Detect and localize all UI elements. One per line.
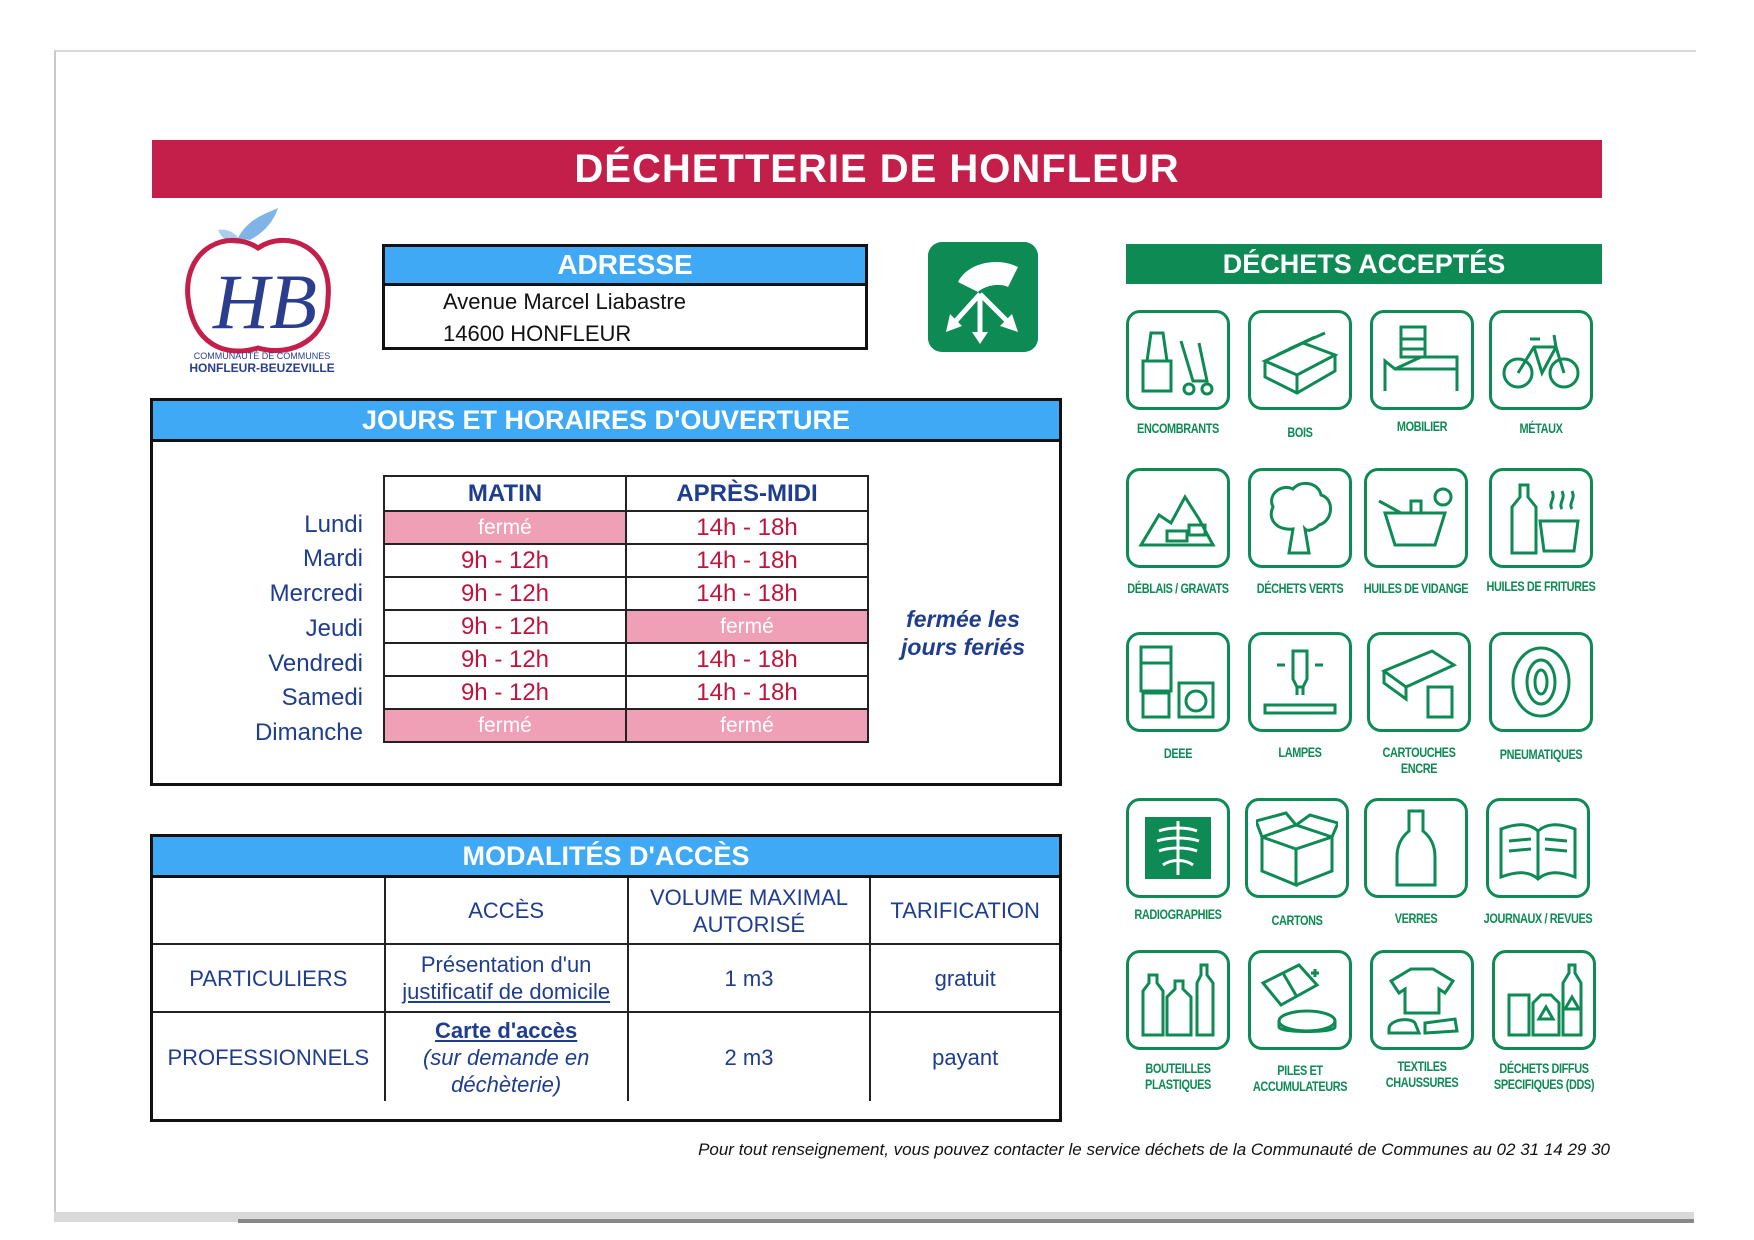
hours-cell: fermé	[626, 610, 868, 643]
access-volume: 2 m3	[628, 1012, 871, 1101]
hours-cell: fermé	[384, 511, 626, 544]
table-row	[384, 544, 868, 577]
table-row	[384, 610, 868, 643]
waste-label	[1367, 1058, 1476, 1090]
furniture-icon	[1381, 321, 1463, 399]
waste-tile	[1489, 632, 1593, 732]
waste-label: MOBILIER	[1396, 418, 1448, 434]
day-label: Lundi	[304, 511, 363, 538]
waste-tile	[1370, 310, 1474, 410]
hours-cell: 14h - 18h	[626, 676, 868, 709]
pallet-icon	[1259, 321, 1341, 399]
hours-cell: 9h - 12h	[384, 676, 626, 709]
day-label: Jeudi	[305, 615, 363, 642]
waste-label	[1245, 1062, 1354, 1094]
waste-label: DÉBLAIS / GRAVATS	[1127, 580, 1229, 596]
hours-cell: 14h - 18h	[626, 577, 868, 610]
address-heading: ADRESSE	[385, 247, 865, 286]
waste-label: CARTOUCHES ENCRE	[1382, 744, 1456, 776]
logo-line2: HONFLEUR-BEUZEVILLE	[189, 361, 335, 375]
day-label: Vendredi	[268, 650, 363, 677]
waste-label	[1489, 1060, 1598, 1092]
newspaper-icon	[1497, 809, 1579, 887]
waste-label: HUILES DE FRITURES	[1486, 578, 1596, 594]
access-box	[150, 834, 1062, 1122]
hours-cell: fermé	[626, 709, 868, 742]
waste-label: DÉCHETS VERTS	[1256, 580, 1344, 596]
waste-label: VERRES	[1394, 910, 1438, 926]
waste-label: BOIS	[1287, 424, 1313, 440]
access-table	[153, 878, 1059, 1101]
waste-label-line1: PILES ET	[1277, 1062, 1323, 1078]
access-header-row	[153, 878, 1059, 944]
holiday-note: fermée les jours feriés	[901, 606, 1025, 660]
frying-oil-icon	[1500, 479, 1582, 557]
logo-text	[182, 350, 342, 374]
hazardous-waste-icon	[1503, 961, 1585, 1039]
waste-tile	[1245, 798, 1349, 898]
volume-column-header: VOLUME MAXIMAL AUTORISÉ	[628, 878, 871, 944]
textiles-icon	[1381, 961, 1463, 1039]
access-method-line2: (sur demande en	[422, 1044, 590, 1070]
waste-label: JOURNAUX / REVUES	[1483, 910, 1593, 926]
day-label: Mercredi	[269, 580, 363, 607]
plastic-bottles-icon	[1137, 961, 1219, 1039]
address-box	[382, 244, 868, 350]
ink-cartridge-icon	[1378, 643, 1460, 721]
waste-label: DEEE	[1163, 745, 1193, 761]
access-who: PARTICULIERS	[153, 944, 385, 1012]
day-label: Samedi	[281, 684, 363, 711]
table-row	[384, 511, 868, 544]
hours-cell: 9h - 12h	[384, 577, 626, 610]
bottom-scrollbar-thumb[interactable]	[238, 1219, 1694, 1223]
table-row	[384, 577, 868, 610]
access-heading: MODALITÉS D'ACCÈS	[153, 837, 1059, 878]
xray-icon	[1137, 809, 1219, 887]
waste-label-line2: CHAUSSURES	[1385, 1074, 1459, 1090]
waste-tile	[1486, 798, 1590, 898]
access-pricing: gratuit	[870, 944, 1059, 1012]
page-title: DÉCHETTERIE DE HONFLEUR	[152, 140, 1602, 198]
lamp-icon	[1259, 643, 1341, 721]
waste-tile	[1126, 950, 1230, 1050]
bicycle-icon	[1500, 321, 1582, 399]
cardboard-box-icon	[1256, 809, 1338, 887]
hours-heading: JOURS ET HORAIRES D'OUVERTURE	[153, 401, 1059, 442]
waste-tile	[1248, 950, 1352, 1050]
tire-icon	[1500, 643, 1582, 721]
waste-label: LAMPES	[1278, 744, 1322, 760]
access-method-line2: justificatif de domicile	[402, 979, 611, 1004]
access-method	[385, 944, 628, 1012]
access-method-line1: Présentation d'un	[420, 952, 592, 977]
waste-tile	[1489, 310, 1593, 410]
hours-cell: fermé	[384, 709, 626, 742]
waste-label: ENCOMBRANTS	[1137, 420, 1219, 436]
waste-label-line2: SPECIFIQUES (DDS)	[1493, 1076, 1595, 1092]
waste-tile	[1248, 468, 1352, 568]
tree-icon	[1259, 479, 1341, 557]
afternoon-column-header: APRÈS-MIDI	[626, 476, 868, 511]
waste-tile	[1492, 950, 1596, 1050]
waste-label-line2: ACCUMULATEURS	[1252, 1078, 1348, 1094]
waste-tile	[1126, 310, 1230, 410]
waste-tile	[1367, 632, 1471, 732]
batteries-icon	[1259, 961, 1341, 1039]
morning-column-header: MATIN	[384, 476, 626, 511]
bottle-icon	[1375, 809, 1457, 887]
waste-label-line1: TEXTILES	[1397, 1058, 1447, 1074]
address-city: 14600 HONFLEUR	[443, 321, 632, 346]
svg-text:HB: HB	[213, 258, 317, 345]
access-method	[385, 1012, 628, 1101]
waste-tile	[1489, 468, 1593, 568]
waste-label: RADIOGRAPHIES	[1134, 906, 1222, 922]
hours-header-row	[384, 476, 868, 511]
waste-tile	[1126, 632, 1230, 732]
contact-footer: Pour tout renseignement, vous pouvez contacter le service déchets de la Communauté de Communes au 02 31 14 29 30	[698, 1140, 1610, 1159]
waste-label: MÉTAUX	[1519, 420, 1563, 436]
address-street: Avenue Marcel Liabastre	[443, 289, 686, 314]
waste-label-line2: PLASTIQUES	[1145, 1076, 1211, 1092]
access-card-link[interactable]: Carte d'accès	[435, 1017, 578, 1043]
waste-heading: DÉCHETS ACCEPTÉS	[1126, 244, 1602, 284]
table-row	[153, 1012, 1059, 1101]
waste-label: PNEUMATIQUES	[1499, 746, 1583, 762]
hours-cell: 14h - 18h	[626, 643, 868, 676]
waste-label: CARTONS	[1271, 912, 1323, 928]
appliances-icon	[1137, 643, 1219, 721]
waste-tile	[1126, 798, 1230, 898]
table-row	[384, 709, 868, 742]
waste-tile	[1364, 468, 1468, 568]
waste-tile	[1370, 950, 1474, 1050]
table-row	[153, 944, 1059, 1012]
hours-table	[383, 475, 869, 743]
waste-label	[1123, 1060, 1232, 1092]
hours-cell: 9h - 12h	[384, 610, 626, 643]
access-pricing: payant	[870, 1012, 1059, 1101]
table-row	[384, 676, 868, 709]
waste-label-line1: BOUTEILLES	[1145, 1060, 1211, 1076]
access-method-line3: déchèterie)	[451, 1071, 562, 1097]
access-volume: 1 m3	[628, 944, 871, 1012]
waste-label: HUILES DE VIDANGE	[1363, 580, 1469, 596]
waste-drop-off-icon	[928, 242, 1038, 352]
empty-cell	[153, 878, 385, 944]
waste-tile	[1364, 798, 1468, 898]
hours-cell: 9h - 12h	[384, 544, 626, 577]
hours-cell: 9h - 12h	[384, 643, 626, 676]
rubble-icon	[1137, 479, 1219, 557]
access-who: PROFESSIONNELS	[153, 1012, 385, 1101]
day-label: Mardi	[302, 545, 363, 572]
opening-hours-box	[150, 398, 1062, 786]
oil-can-icon	[1375, 479, 1457, 557]
pricing-column-header: TARIFICATION	[870, 878, 1059, 944]
waste-tile	[1248, 632, 1352, 732]
table-row	[384, 643, 868, 676]
hours-cell: 14h - 18h	[626, 544, 868, 577]
day-label: Dimanche	[254, 719, 363, 746]
access-column-header: ACCÈS	[385, 878, 628, 944]
waste-tile	[1126, 468, 1230, 568]
hours-cell: 14h - 18h	[626, 511, 868, 544]
waste-label-line1: DÉCHETS DIFFUS	[1499, 1060, 1589, 1076]
waste-tile	[1248, 310, 1352, 410]
logo-line1: COMMUNAUTÉ DE COMMUNES	[193, 351, 331, 361]
bulky-items-icon	[1137, 321, 1219, 399]
